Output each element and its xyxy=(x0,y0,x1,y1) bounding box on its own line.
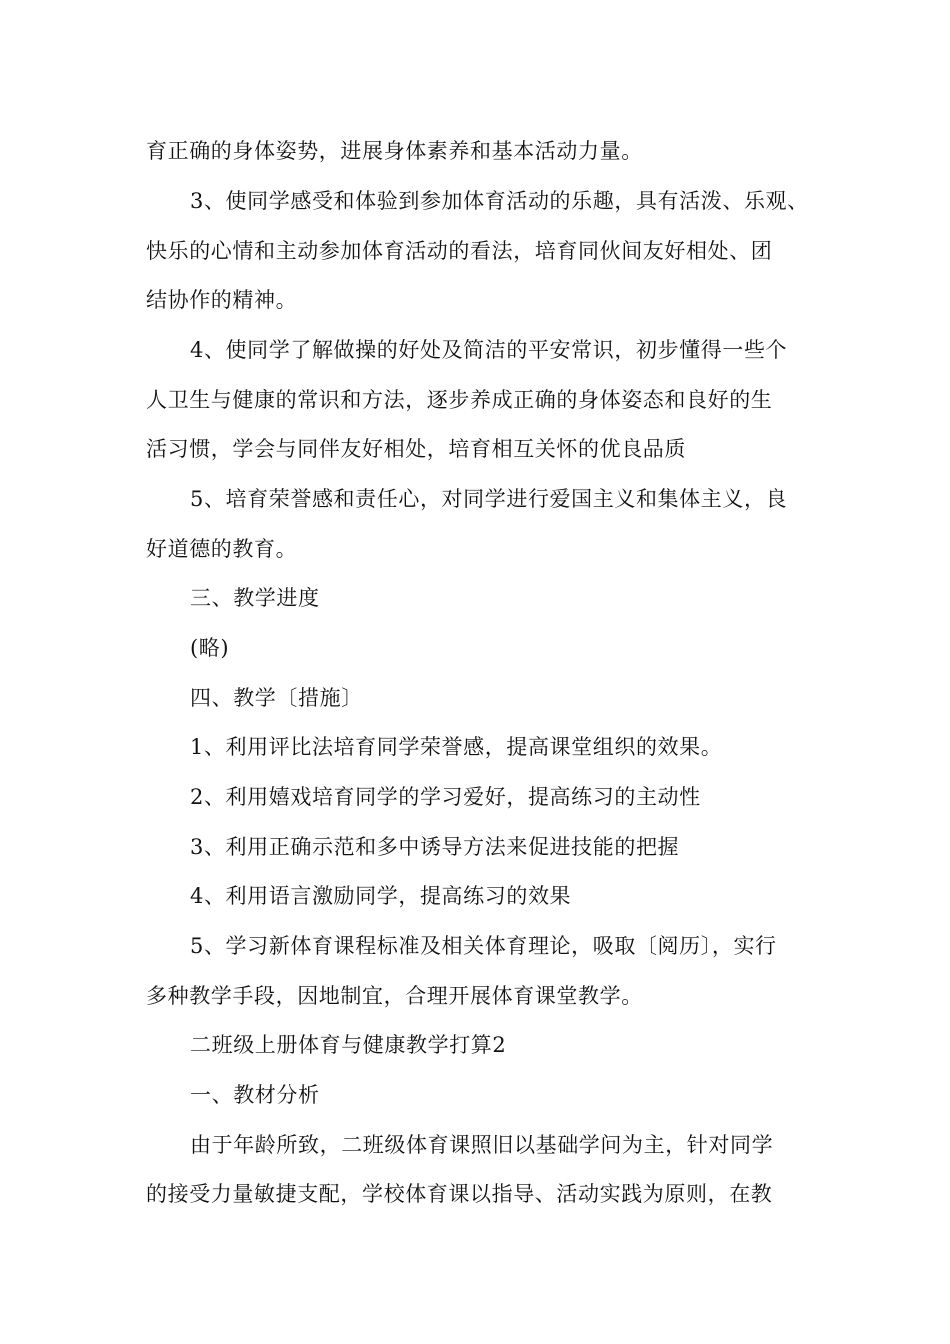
paragraph-line: 结协作的精神。 xyxy=(146,288,298,312)
paragraph-line: 5、培育荣誉感和责任心，对同学进行爱国主义和集体主义，良 xyxy=(190,487,788,511)
paragraph-line: 活习惯，学会与同伴友好相处，培育相互关怀的优良品质 xyxy=(146,437,686,461)
list-item: 4、利用语言激励同学，提高练习的效果 xyxy=(190,884,572,908)
paragraph-line: 多种教学手段，因地制宜，合理开展体育课堂教学。 xyxy=(146,984,643,1008)
section-title: 二班级上册体育与健康教学打算2 xyxy=(190,1033,507,1057)
list-item: 3、利用正确示范和多中诱导方法来促进技能的把握 xyxy=(190,835,680,859)
paragraph-line: 好道德的教育。 xyxy=(146,537,298,561)
list-item: 2、利用嬉戏培育同学的学习爱好，提高练习的主动性 xyxy=(190,785,701,809)
paragraph-line: 育正确的身体姿势，进展身体素养和基本活动力量。 xyxy=(146,139,643,163)
paragraph-line: 3、使同学感受和体验到参加体育活动的乐趣，具有活泼、乐观、 xyxy=(190,189,809,213)
list-item: 5、学习新体育课程标准及相关体育理论，吸取〔阅历〕，实行 xyxy=(190,934,777,958)
paragraph-line: 的接受力量敏捷支配，学校体育课以指导、活动实践为原则，在教 xyxy=(146,1182,773,1206)
paragraph-line: 由于年龄所致，二班级体育课照旧以基础学问为主，针对同学 xyxy=(190,1133,774,1157)
paragraph-line: 4、使同学了解做操的好处及简洁的平安常识，初步懂得一些个 xyxy=(190,338,788,362)
list-item: 1、利用评比法培育同学荣誉感，提高课堂组织的效果。 xyxy=(190,735,723,759)
paragraph-line: 人卫生与健康的常识和方法，逐步养成正确的身体姿态和良好的生 xyxy=(146,388,773,412)
paragraph-line: 快乐的心情和主动参加体育活动的看法，培育同伙间友好相处、团 xyxy=(146,239,773,263)
section-heading: 一、教材分析 xyxy=(190,1083,320,1107)
section-heading: 四、教学〔措施〕 xyxy=(190,686,363,710)
section-heading: 三、教学进度 xyxy=(190,586,320,610)
paragraph-line: (略) xyxy=(190,636,230,660)
